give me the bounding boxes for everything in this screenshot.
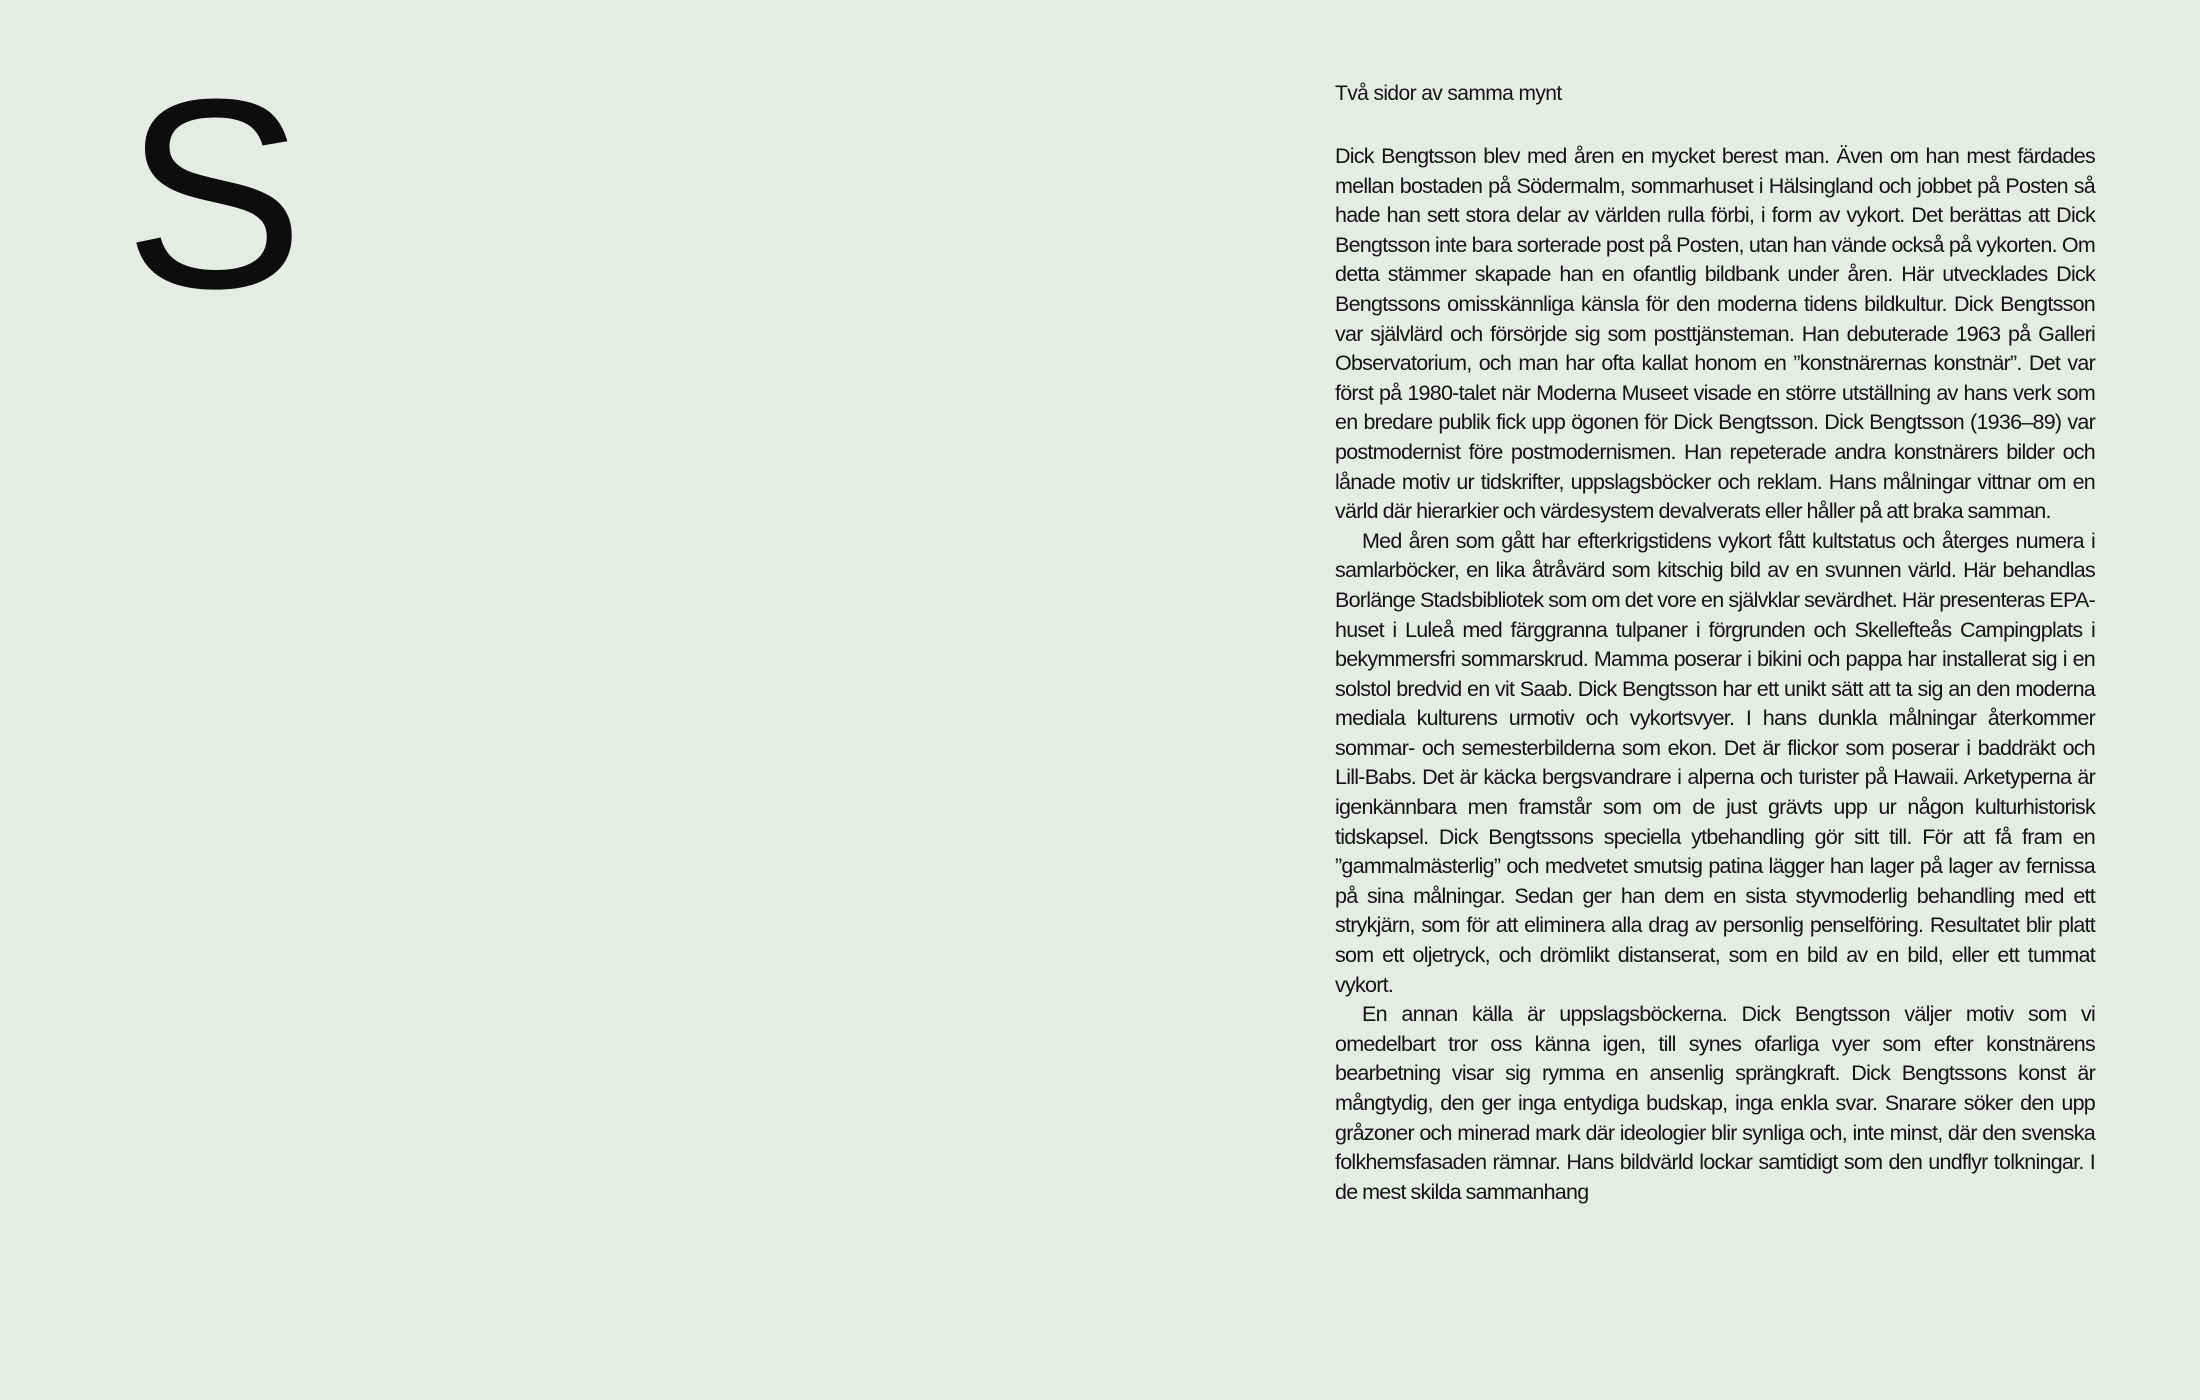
article-title: Två sidor av samma mynt <box>1335 82 1562 105</box>
decorative-initial-letter: S <box>124 44 305 345</box>
article-paragraph: En annan källa är uppslagsböckerna. Dick Bengtsson väljer motiv som vi omedelbart tror oss känna igen, till synes ofarliga vyer som efter konstnärens bearbetning visar sig rymma en ansenlig sprängkraft. Dick Bengtssons konst är mångtydig, den ger inga entydiga budskap, inga enkla svar. Snarare söker den upp gråzoner och minerad mark där ideologier blir synliga och, inte minst, där den svenska folkhemsfasaden rämnar. Hans bildvärld lockar samtidigt som den undflyr tolkningar. I de mest skilda sammanhang <box>1335 1002 2095 1204</box>
article-paragraph: Med åren som gått har efterkrigstidens vykort fått kultstatus och återges numera i samlarböcker, en lika åtråvärd som kitschig bild av en svunnen värld. Här behandlas Borlänge Stadsbibliotek som om det vore en självklar sevärdhet. Här presenteras EPA-huset i Luleå med färggranna tulpaner i förgrunden och Skellefteås Campingplats i bekymmersfri sommarskrud. Mamma poserar i bikini och pappa har installerat sig i en solstol bredvid en vit Saab. Dick Bengtsson har ett unikt sätt att ta sig an den moderna mediala kulturens urmotiv och vykortsvyer. I hans dunkla målningar återkommer sommar- och semesterbilderna som ekon. Det är flickor som poserar i baddräkt och Lill-Babs. Det är käcka bergsvandrare i alperna och turister på Hawaii. Arketyperna är igenkännbara men framstår som om de just grävts upp ur någon kulturhistorisk tidskapsel. Dick Bengtssons speciella ytbehandling gör sitt till. För att få fram en ”gammalmästerlig” och medvetet smutsig patina lägger han lager på lager av fernissa på sina målningar. Sedan ger han dem en sista styvmoderlig behandling med ett strykjärn, som för att eliminera alla drag av personlig penselföring. Resultatet blir platt som ett oljetryck, och drömlikt distanserat, som en bild av en bild, eller ett tummat vykort. <box>1335 528 2095 997</box>
article-column <box>1335 80 2095 1207</box>
article-paragraph: Dick Bengtsson blev med åren en mycket berest man. Även om han mest färdades mellan bostaden på Södermalm, sommarhuset i Hälsingland och jobbet på Posten så hade han sett stora delar av världen rulla förbi, i form av vykort. Det berättas att Dick Bengtsson inte bara sorterade post på Posten, utan han vände också på vykorten. Om detta stämmer skapade han en ofantlig bildbank under åren. Här utvecklades Dick Bengtssons omisskännliga känsla för den moderna tidens bildkultur. Dick Bengtsson var självlärd och försörjde sig som posttjänsteman. Han debuterade 1963 på Galleri Observatorium, och man har ofta kallat honom en ”konstnärernas konstnär”. Det var först på 1980-talet när Moderna Museet visade en större utställning av hans verk som en bredare publik fick upp ögonen för Dick Bengtsson. Dick Bengtsson (1936–89) var postmodernist före postmodernismen. Han repeterade andra konstnärers bilder och lånade motiv ur tidskrifter, uppslagsböcker och reklam. Hans målningar vittnar om en värld där hierarkier och värdesystem devalverats eller håller på att braka samman. <box>1335 144 2095 524</box>
